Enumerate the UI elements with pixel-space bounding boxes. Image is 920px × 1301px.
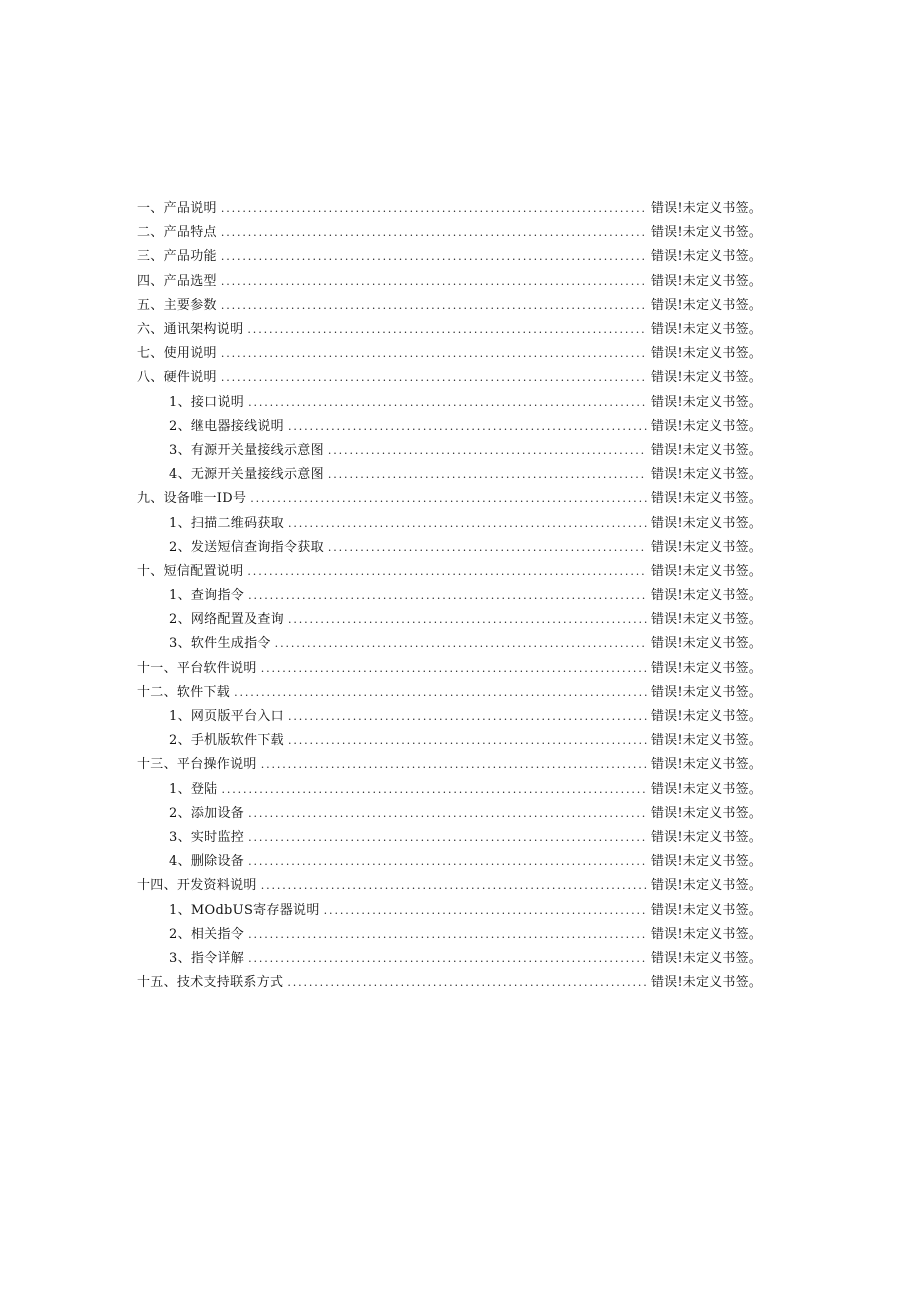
toc-subentry[interactable]: [137, 729, 762, 753]
toc-entry-label: 1、网页版平台入口: [169, 709, 284, 725]
toc-entry-page: 错误!未定义书签。: [650, 394, 762, 410]
toc-entry[interactable]: [137, 657, 762, 681]
toc-leader-dots: [248, 850, 647, 874]
toc-leader-dots: [324, 899, 647, 923]
toc-entry-label: 1、查询指令: [169, 588, 245, 604]
toc-entry-label: 3、指令详解: [169, 950, 245, 966]
toc-subentry[interactable]: [137, 802, 762, 826]
toc-entry-label: 2、继电器接线说明: [169, 418, 284, 434]
toc-leader-dots: [261, 874, 647, 898]
toc-entry-label: 十三、平台操作说明: [137, 757, 257, 773]
toc-leader-dots: [221, 245, 647, 269]
toc-entry-page: 错误!未定义书签。: [650, 588, 762, 604]
toc-entry-label: 十四、开发资料说明: [137, 878, 257, 894]
toc-subentry[interactable]: [137, 850, 762, 874]
toc-entry-page: 错误!未定义书签。: [650, 829, 762, 845]
toc-entry[interactable]: [137, 221, 762, 245]
toc-entry-page: 错误!未定义书签。: [650, 781, 762, 797]
toc-leader-dots: [221, 294, 647, 318]
toc-entry-label: 1、登陆: [169, 781, 218, 797]
toc-leader-dots: [288, 608, 647, 632]
toc-entry-label: 2、发送短信查询指令获取: [169, 539, 324, 555]
toc-entry-label: 八、硬件说明: [137, 370, 217, 386]
toc-entry-label: 1、扫描二维码获取: [169, 515, 284, 531]
toc-entry-page: 错误!未定义书签。: [650, 975, 762, 991]
toc-leader-dots: [221, 270, 647, 294]
toc-entry-label: 十、短信配置说明: [137, 563, 244, 579]
toc-entry-label: 3、实时监控: [169, 829, 245, 845]
toc-entry-label: 3、软件生成指令: [169, 636, 271, 652]
toc-entry-page: 错误!未定义书签。: [650, 418, 762, 434]
toc-entry-page: 错误!未定义书签。: [650, 322, 762, 338]
toc-entry-label: 1、接口说明: [169, 394, 245, 410]
toc-entry[interactable]: [137, 681, 762, 705]
toc-entry-page: 错误!未定义书签。: [650, 854, 762, 870]
toc-entry-page: 错误!未定义书签。: [650, 733, 762, 749]
toc-subentry[interactable]: [137, 632, 762, 656]
toc-entry-label: 三、产品功能: [137, 249, 217, 265]
toc-entry-label: 一、产品说明: [137, 201, 217, 217]
toc-entry[interactable]: [137, 245, 762, 269]
toc-entry-label: 2、网络配置及查询: [169, 612, 284, 628]
toc-entry-page: 错误!未定义书签。: [650, 660, 762, 676]
toc-subentry[interactable]: [137, 415, 762, 439]
toc-entry-page: 错误!未定义书签。: [650, 370, 762, 386]
toc-subentry[interactable]: [137, 511, 762, 535]
toc-entry[interactable]: [137, 270, 762, 294]
toc-entry-page: 错误!未定义书签。: [650, 950, 762, 966]
table-of-contents: [137, 197, 762, 995]
toc-leader-dots: [328, 536, 647, 560]
toc-leader-dots: [248, 391, 647, 415]
toc-subentry[interactable]: [137, 439, 762, 463]
toc-leader-dots: [247, 560, 647, 584]
toc-leader-dots: [288, 415, 647, 439]
toc-entry-page: 错误!未定义书签。: [650, 225, 762, 241]
toc-entry[interactable]: [137, 753, 762, 777]
toc-leader-dots: [250, 487, 647, 511]
toc-subentry[interactable]: [137, 826, 762, 850]
toc-subentry[interactable]: [137, 584, 762, 608]
toc-entry-page: 错误!未定义书签。: [650, 442, 762, 458]
toc-entry-label: 2、相关指令: [169, 926, 245, 942]
toc-leader-dots: [248, 802, 647, 826]
toc-entry-label: 四、产品选型: [137, 273, 217, 289]
toc-entry-label: 十五、技术支持联系方式: [137, 975, 284, 991]
toc-entry-label: 十一、平台软件说明: [137, 660, 257, 676]
toc-leader-dots: [234, 681, 647, 705]
toc-entry-page: 错误!未定义书签。: [650, 878, 762, 894]
toc-leader-dots: [221, 221, 647, 245]
toc-leader-dots: [261, 657, 647, 681]
toc-leader-dots: [328, 463, 647, 487]
toc-entry-page: 错误!未定义书签。: [650, 201, 762, 217]
toc-entry-label: 五、主要参数: [137, 297, 217, 313]
toc-leader-dots: [287, 971, 647, 995]
toc-entry[interactable]: [137, 487, 762, 511]
toc-entry-page: 错误!未定义书签。: [650, 273, 762, 289]
toc-entry-page: 错误!未定义书签。: [650, 684, 762, 700]
toc-entry-page: 错误!未定义书签。: [650, 757, 762, 773]
toc-leader-dots: [247, 318, 647, 342]
toc-leader-dots: [248, 584, 647, 608]
toc-leader-dots: [288, 729, 647, 753]
toc-entry-page: 错误!未定义书签。: [650, 902, 762, 918]
toc-entry-page: 错误!未定义书签。: [650, 926, 762, 942]
toc-subentry[interactable]: [137, 608, 762, 632]
toc-entry-page: 错误!未定义书签。: [650, 515, 762, 531]
toc-entry-page: 错误!未定义书签。: [650, 539, 762, 555]
toc-entry-page: 错误!未定义书签。: [650, 346, 762, 362]
toc-entry-label: 1、MOdbUS寄存器说明: [169, 902, 320, 918]
toc-entry-label: 九、设备唯一ID号: [137, 491, 247, 507]
toc-subentry[interactable]: [137, 463, 762, 487]
toc-subentry[interactable]: [137, 898, 762, 922]
toc-entry-page: 错误!未定义书签。: [650, 805, 762, 821]
toc-entry-label: 3、有源开关量接线示意图: [169, 442, 324, 458]
toc-entry-page: 错误!未定义书签。: [650, 563, 762, 579]
toc-entry-label: 2、手机版软件下载: [169, 733, 284, 749]
toc-entry-label: 七、使用说明: [137, 346, 217, 362]
toc-entry-page: 错误!未定义书签。: [650, 612, 762, 628]
toc-leader-dots: [248, 826, 647, 850]
toc-entry-label: 十二、软件下载: [137, 684, 231, 700]
toc-subentry[interactable]: [137, 391, 762, 415]
toc-entry[interactable]: [137, 874, 762, 898]
toc-entry-label: 二、产品特点: [137, 225, 217, 241]
toc-leader-dots: [288, 512, 647, 536]
toc-entry-page: 错误!未定义书签。: [650, 709, 762, 725]
toc-entry-label: 4、删除设备: [169, 854, 245, 870]
toc-entry[interactable]: [137, 294, 762, 318]
toc-leader-dots: [261, 753, 647, 777]
toc-entry[interactable]: [137, 971, 762, 995]
toc-entry[interactable]: [137, 318, 762, 342]
toc-entry[interactable]: [137, 560, 762, 584]
toc-leader-dots: [221, 197, 647, 221]
toc-entry-page: 错误!未定义书签。: [650, 636, 762, 652]
toc-subentry[interactable]: [137, 536, 762, 560]
toc-entry[interactable]: [137, 197, 762, 221]
toc-leader-dots: [288, 705, 647, 729]
toc-leader-dots: [328, 439, 647, 463]
toc-subentry[interactable]: [137, 923, 762, 947]
toc-entry-label: 2、添加设备: [169, 805, 245, 821]
toc-subentry[interactable]: [137, 705, 762, 729]
toc-entry-page: 错误!未定义书签。: [650, 467, 762, 483]
toc-leader-dots: [221, 342, 647, 366]
toc-subentry[interactable]: [137, 778, 762, 802]
toc-leader-dots: [221, 366, 647, 390]
toc-entry-page: 错误!未定义书签。: [650, 297, 762, 313]
toc-entry[interactable]: [137, 342, 762, 366]
toc-leader-dots: [248, 923, 647, 947]
toc-subentry[interactable]: [137, 947, 762, 971]
toc-leader-dots: [248, 947, 647, 971]
toc-entry-label: 六、通讯架构说明: [137, 322, 244, 338]
toc-leader-dots: [221, 778, 646, 802]
toc-entry-page: 错误!未定义书签。: [650, 491, 762, 507]
toc-leader-dots: [275, 632, 647, 656]
toc-entry-label: 4、无源开关量接线示意图: [169, 467, 324, 483]
toc-entry[interactable]: [137, 366, 762, 390]
toc-entry-page: 错误!未定义书签。: [650, 249, 762, 265]
